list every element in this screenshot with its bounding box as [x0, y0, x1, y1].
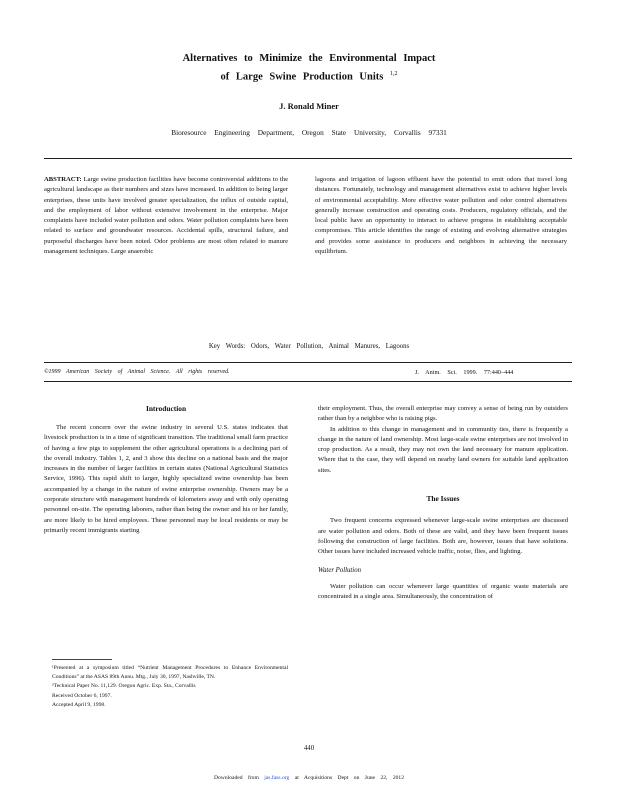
keywords-rule — [44, 362, 572, 363]
copyright: ©1999 American Society of Animal Science. All rights reserved. — [44, 369, 230, 375]
abstract-top-rule — [44, 158, 572, 159]
land-ownership-paragraph: In addition to this change in management and in community ties, there is frequently a change in the nature of land ownership. Most large-scale swine enterprises are not involved in crop production. As a result, they may not own the land necessary for manure application. Where that is the case, they will depend on nearby land owners for suitable land application sites. — [318, 425, 568, 474]
download-suffix: at Acquisitions Dept on June 22, 2012 — [294, 775, 405, 781]
received-date: Received October 6, 1997. — [52, 692, 112, 699]
title-line-2 — [0, 67, 618, 85]
water-pollution-paragraph: Water pollution can occur whenever large quantities of organic waste materials are concentrated in a single area. Simultaneously, the concentration of — [318, 582, 568, 601]
title-line-2-text: of Large Swine Production Units — [220, 71, 384, 83]
header-bottom-rule — [44, 381, 572, 382]
author: J. Ronald Miner — [279, 101, 339, 111]
introduction-section — [44, 404, 288, 536]
footnote-1: ¹Presented at a symposium titled “Nutrient Management Procedures to Enhance Environmental Conditions” at the ASAS 89th Annu. Mtg., July 30, 1997, Nashville, TN. — [52, 665, 288, 680]
title-line-1: Alternatives to Minimize the Environmental Impact — [182, 53, 436, 64]
introduction-body — [44, 423, 288, 536]
abstract-left-column — [44, 175, 288, 257]
journal-reference: J. Anim. Sci. 1999. 77:440–444 — [415, 369, 514, 376]
key-words: Key Words: Odors, Water Pollution, Animal Manures, Lagoons — [208, 343, 410, 350]
download-notice — [0, 775, 618, 781]
issues-heading: The Issues — [426, 494, 460, 504]
abstract-text-left: Large swine production facilities have become controversial additions to the agricultural landscape as their numbers and sizes have increased. In addition to being larger enterprises, these units have involved greater specialization, the influx of outside capital, and the employment of labor without extensive involvement in the enterprise. Major complaints have included water pollution and odors. Water pollution complaints have been related to surface and groundwater resources. Accidental spills, structural failure, and purposeful discharges have been noted. Odor problems are most often related to manure management techniques. Large anaerobic — [44, 176, 288, 256]
download-link[interactable]: jas.fass.org — [264, 775, 290, 781]
affiliation: Bioresource Engineering Department, Oregon State University, Corvallis 97331 — [171, 128, 447, 137]
abstract-label: ABSTRACT: — [44, 176, 82, 183]
page-number: 440 — [303, 745, 315, 752]
title-footnote-marks: 1,2 — [389, 71, 398, 77]
footnote-rule — [52, 659, 112, 660]
footnote-2: ²Technical Paper No. 11,129. Oregon Agric. Exp. Sta., Corvallis — [52, 683, 196, 690]
continued-paragraph: their employment. Thus, the overall enterprise may convey a sense of being run by outsiders rather than by a neighbor who is raising pigs. — [318, 405, 568, 423]
download-prefix: Downloaded from — [213, 775, 259, 781]
footnotes — [52, 664, 288, 711]
introduction-paragraph: The recent concern over the swine industry in several U.S. states indicates that livestock production is in a time of significant transition. The traditional small farm practice of having a few pigs to supplement the other agricultural operations is a declining part of the overall industry. Tables 1, 2, and 3 show this decline on a national basis and the major increases in the number of larger facilities in certain states (National Agricultural Statistics Service, 1996). This rapid shift to larger, highly specialized swine ownership has been accompanied by a change in the nature of swine enterprise ownership. Owners may be a corporate structure with management hundreds of kilometers away and with only operating personnel on-site. The operating laborers, rather than being the owner and his or her family, are more likely to be hired employees. These personnel may be local residents or may be primarily recent immigrants starting — [44, 424, 288, 534]
water-pollution-heading: Water Pollution — [318, 566, 361, 574]
introduction-heading: Introduction — [145, 404, 187, 413]
right-body-column — [318, 404, 568, 602]
abstract-right-column: lagoons and irrigation of lagoon effluent have the potential to emit odors that travel long distances. Fortunately, technology and management alternatives exist to achieve higher levels of environmental acceptability. More effective water pollution and odor control alternatives generally increase construction and operating costs. Producers, regulatory officials, and the local public have an opportunity to interact to achieve progress in establishing acceptable compromises. This article identifies the range of existing and evolving alternative strategies and provides some assistance to producers and neighbors in achieving the necessary equilibrium. — [315, 176, 567, 256]
issues-paragraph: Two frequent concerns expressed whenever large-scale swine enterprises are discussed are water pollution and odors. Both of these are valid, and they have been frequent issues following the construction of large facilities. Both are, however, issues that have solutions. Other issues have included increased vehicle traffic, noise, flies, and lighting. — [318, 517, 568, 556]
accepted-date: Accepted April 9, 1998. — [52, 702, 106, 709]
